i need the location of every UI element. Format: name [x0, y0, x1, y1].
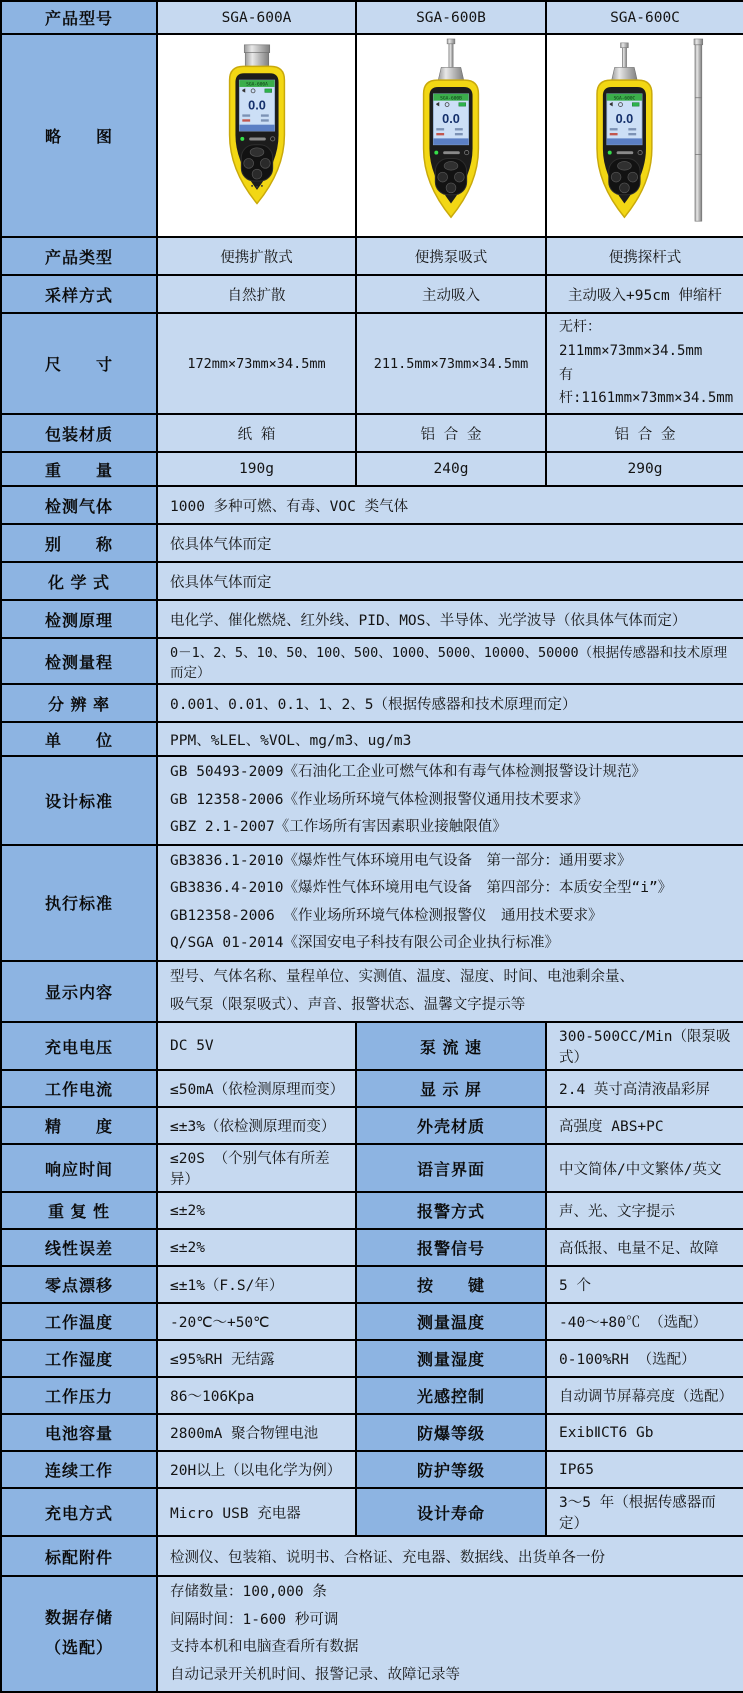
brand-mark [443, 151, 460, 154]
telescopic-rod [694, 39, 703, 221]
label-working-humidity: 工作湿度 [1, 1340, 157, 1377]
sampling-a: 自然扩散 [157, 275, 356, 313]
label-unit: 单 位 [1, 722, 157, 756]
measure-temperature-value: -40～+80℃ （选配） [546, 1303, 743, 1340]
label-execution-standard: 执行标准 [1, 845, 157, 961]
data-storage-label-line2: （选配） [44, 1640, 113, 1658]
left-button [438, 172, 448, 182]
label-detected-gas: 检测气体 [1, 486, 157, 524]
row-chemical-formula [1, 562, 743, 600]
device-b-illustration [381, 37, 521, 229]
language-ui-value: 中文简体/中文繁体/英文 [546, 1144, 743, 1192]
label-zero-drift: 零点漂移 [1, 1266, 157, 1303]
data-storage-label-line1: 数据存储 [44, 1609, 113, 1627]
alias-value: 依具体气体而定 [157, 524, 743, 562]
device-c-illustration [561, 37, 729, 229]
battery-icon [459, 103, 466, 107]
device-image-c [546, 34, 743, 237]
model-name-b: SGA-600B [356, 1, 546, 34]
device-a-illustration [187, 37, 327, 229]
button-pad [609, 158, 640, 194]
continuous-work-value: 20H以上（以电化学为例） [157, 1451, 356, 1488]
sketch-row [1, 34, 743, 237]
execution-standard-line2: GB3836.4-2010《爆炸性气体环境用电气设备 第四部分：本质安全型“i”》 [170, 880, 673, 897]
row-execution-standard [1, 845, 743, 961]
accuracy-value: ≤±3%（依检测原理而变） [157, 1107, 356, 1144]
label-detection-range: 检测量程 [1, 638, 157, 684]
dimensions-c [546, 313, 743, 414]
protection-grade-value: IP65 [546, 1451, 743, 1488]
label-detection-principle: 检测原理 [1, 600, 157, 638]
alarm-signal-value: 高低报、电量不足、故障 [546, 1229, 743, 1266]
sampling-b: 主动吸入 [356, 275, 546, 313]
device-image-a [157, 34, 356, 237]
label-working-temperature: 工作温度 [1, 1303, 157, 1340]
label-alias: 别 称 [1, 524, 157, 562]
header-row [1, 1, 743, 34]
label-design-life: 设计寿命 [356, 1488, 546, 1536]
label-linearity-error: 线性误差 [1, 1229, 157, 1266]
label-sketch: 略 图 [1, 34, 157, 237]
screen-model-text: SGA-600C [613, 96, 636, 102]
label-display-screen: 显 示 屏 [356, 1070, 546, 1107]
row-data-storage [1, 1576, 743, 1692]
left-button [243, 158, 253, 168]
label-keys: 按 键 [356, 1266, 546, 1303]
charge-method-value: Micro USB 充电器 [157, 1488, 356, 1536]
product-type-b: 便携泵吸式 [356, 237, 546, 275]
label-alarm-signal: 报警信号 [356, 1229, 546, 1266]
detection-principle-value: 电化学、催化燃烧、红外线、PID、MOS、半导体、光学波导（依具体气体而定） [157, 600, 743, 638]
menu-button [250, 148, 264, 157]
model-name-c: SGA-600C [546, 1, 743, 34]
row-dimensions [1, 313, 743, 414]
label-design-standard: 设计标准 [1, 756, 157, 845]
execution-standard-line3: GB12358-2006 《作业场所环境气体检测报警仪 通用技术要求》 [170, 907, 603, 924]
response-time-value: ≤20S （个别气体有所差异） [157, 1144, 356, 1192]
screen-model-text: SGA-600B [440, 96, 462, 102]
label-chemical-formula: 化 学 式 [1, 562, 157, 600]
led-indicator [434, 151, 438, 155]
label-measure-temperature: 测量温度 [356, 1303, 546, 1340]
probe-collar [612, 67, 637, 80]
label-dimensions: 尺 寸 [1, 313, 157, 414]
header-label-product-model: 产品型号 [1, 1, 157, 34]
design-standard-line2: GB 12358-2006《作业场所环境气体检测报警仪通用技术要求》 [170, 791, 588, 808]
pump-probe [438, 39, 463, 80]
spec-row-charge-method-design-life [1, 1488, 743, 1536]
battery-capacity-value: 2800mA 聚合物锂电池 [157, 1414, 356, 1451]
accessories-value: 检测仪、包装箱、说明书、合格证、充电器、数据线、出货单各一份 [157, 1536, 743, 1576]
row-resolution [1, 684, 743, 722]
row-detected-gas [1, 486, 743, 524]
measure-humidity-value: 0-100%RH （选配） [546, 1340, 743, 1377]
data-storage-line4: 自动记录开关机时间、报警记录、故障记录等 [170, 1666, 460, 1683]
pump-probe [612, 43, 637, 80]
screen-model-text: SGA-600A [245, 82, 268, 88]
right-button [260, 158, 270, 168]
linearity-error-value: ≤±2% [157, 1229, 356, 1266]
screen-bottom-bar [239, 125, 274, 131]
label-accessories: 标配附件 [1, 1536, 157, 1576]
light-control-value: 自动调节屏幕亮度（选配） [546, 1377, 743, 1414]
dimensions-a: 172mm×73mm×34.5mm [157, 313, 356, 414]
spec-row-accuracy-shell [1, 1107, 743, 1144]
display-screen-value: 2.4 英寸高清液晶彩屏 [546, 1070, 743, 1107]
execution-standard-line4: Q/SGA 01-2014《深国安电子科技有限公司企业执行标准》 [170, 935, 559, 952]
label-protection-grade: 防护等级 [356, 1451, 546, 1488]
data-storage-line1: 存储数量：100,000 条 [170, 1584, 327, 1601]
display-content-line1: 型号、气体名称、量程单位、实测值、温度、湿度、时间、电池剩余量、 [170, 969, 634, 986]
button-pad [241, 145, 272, 181]
label-weight: 重 量 [1, 452, 157, 486]
label-charge-method: 充电方式 [1, 1488, 157, 1536]
spec-row-linearity-alarm-signal [1, 1229, 743, 1266]
packing-b: 铝 合 金 [356, 414, 546, 452]
brand-mark [617, 151, 634, 154]
chemical-formula-value: 依具体气体而定 [157, 562, 743, 600]
label-continuous-work: 连续工作 [1, 1451, 157, 1488]
repeatability-value: ≤±2% [157, 1192, 356, 1229]
display-content-value [157, 961, 743, 1022]
label-repeatability: 重 复 性 [1, 1192, 157, 1229]
device-b-body-group [424, 80, 479, 217]
spec-row-battery-explosion-proof [1, 1414, 743, 1451]
label-alarm-mode: 报警方式 [356, 1192, 546, 1229]
detection-range-value: 0－1、2、5、10、50、100、500、1000、5000、10000、50000（根据传感器和技术原理而定） [157, 638, 743, 684]
row-display-content [1, 961, 743, 1022]
enter-button [252, 169, 262, 179]
led-indicator [240, 137, 244, 141]
label-product-type: 产品类型 [1, 237, 157, 275]
alarm-mode-value: 声、光、文字提示 [546, 1192, 743, 1229]
row-alias [1, 524, 743, 562]
data-storage-line3: 支持本机和电脑查看所有数据 [170, 1639, 359, 1656]
dimensions-c-line1: 无杆：211mm×73mm×34.5mm [559, 319, 703, 359]
dimensions-b: 211.5mm×73mm×34.5mm [356, 313, 546, 414]
data-storage-line2: 间隔时间：1-600 秒可调 [170, 1611, 339, 1628]
battery-icon [264, 89, 271, 93]
spec-row-pressure-light-control [1, 1377, 743, 1414]
row-accessories [1, 1536, 743, 1576]
label-display-content: 显示内容 [1, 961, 157, 1022]
screen-reading: 0.0 [615, 111, 634, 127]
spec-row-working-humidity-measure-humidity [1, 1340, 743, 1377]
menu-button [618, 162, 632, 171]
screen-bottom-bar [607, 138, 642, 144]
working-humidity-value: ≤95%RH 无结露 [157, 1340, 356, 1377]
device-c-group [597, 43, 652, 217]
label-sampling-method: 采样方式 [1, 275, 157, 313]
spec-row-working-current-display [1, 1070, 743, 1107]
shell-material-value: 高强度 ABS+PC [546, 1107, 743, 1144]
design-standard-value [157, 756, 743, 845]
working-temperature-value: -20℃～+50℃ [157, 1303, 356, 1340]
display-content-line2: 吸气泵（限泵吸式）、声音、报警状态、温馨文字提示等 [170, 996, 526, 1013]
enter-button [620, 183, 630, 193]
label-working-pressure: 工作压力 [1, 1377, 157, 1414]
product-type-a: 便携扩散式 [157, 237, 356, 275]
spec-row-working-temp-measure-temp [1, 1303, 743, 1340]
zero-drift-value: ≤±1%（F.S/年） [157, 1266, 356, 1303]
led-indicator [608, 151, 612, 155]
charge-voltage-value: DC 5V [157, 1022, 356, 1070]
weight-b: 240g [356, 452, 546, 486]
product-type-c: 便携探杆式 [546, 237, 743, 275]
label-response-time: 响应时间 [1, 1144, 157, 1192]
label-language-ui: 语言界面 [356, 1144, 546, 1192]
row-packing-material [1, 414, 743, 452]
label-data-storage [1, 1576, 157, 1692]
spec-row-continuous-work-protection [1, 1451, 743, 1488]
row-sampling-method [1, 275, 743, 313]
device-c-body-group [597, 80, 652, 217]
row-detection-range [1, 638, 743, 684]
probe-collar [438, 67, 463, 80]
working-pressure-value: 86～106Kpa [157, 1377, 356, 1414]
menu-button [444, 162, 458, 171]
label-packing-material: 包装材质 [1, 414, 157, 452]
brand-mark [249, 138, 266, 141]
design-standard-line1: GB 50493-2009《石油化工企业可燃气体和有毒气体检测报警设计规范》 [170, 764, 646, 781]
dimensions-c-line2: 有杆:1161mm×73mm×34.5mm [559, 366, 734, 407]
screen-bottom-bar [433, 138, 468, 144]
spec-row-response-language [1, 1144, 743, 1192]
device-image-b [356, 34, 546, 237]
design-standard-line3: GBZ 2.1-2007《工作场所有害因素职业接触限值》 [170, 819, 507, 836]
data-storage-value [157, 1576, 743, 1692]
unit-value: PPM、%LEL、%VOL、mg/m3、ug/m3 [157, 722, 743, 756]
screen-reading: 0.0 [442, 111, 460, 127]
spec-row-zero-drift-keys [1, 1266, 743, 1303]
detected-gas-value: 1000 多种可燃、有毒、VOC 类气体 [157, 486, 743, 524]
resolution-value: 0.001、0.01、0.1、1、2、5（根据传感器和技术原理而定） [157, 684, 743, 722]
label-charge-voltage: 充电电压 [1, 1022, 157, 1070]
right-button [454, 172, 464, 182]
weight-a: 190g [157, 452, 356, 486]
label-explosion-proof-grade: 防爆等级 [356, 1414, 546, 1451]
label-working-current: 工作电流 [1, 1070, 157, 1107]
weight-c: 290g [546, 452, 743, 486]
button-pad [435, 158, 466, 194]
execution-standard-value [157, 845, 743, 961]
label-battery-capacity: 电池容量 [1, 1414, 157, 1451]
label-pump-flow: 泵 流 速 [356, 1022, 546, 1070]
row-product-type [1, 237, 743, 275]
label-light-control: 光感控制 [356, 1377, 546, 1414]
row-design-standard [1, 756, 743, 845]
row-detection-principle [1, 600, 743, 638]
label-resolution: 分 辨 率 [1, 684, 157, 722]
screen-reading: 0.0 [247, 97, 266, 113]
packing-a: 纸 箱 [157, 414, 356, 452]
execution-standard-line1: GB3836.1-2010《爆炸性气体环境用电气设备 第一部分：通用要求》 [170, 852, 632, 869]
sampling-c: 主动吸入+95cm 伸缩杆 [546, 275, 743, 313]
label-shell-material: 外壳材质 [356, 1107, 546, 1144]
right-button [628, 172, 638, 182]
device-screen [239, 80, 274, 131]
model-name-a: SGA-600A [157, 1, 356, 34]
battery-icon [632, 103, 639, 107]
row-weight [1, 452, 743, 486]
design-life-value: 3～5 年（根据传感器而定） [546, 1488, 743, 1536]
row-unit [1, 722, 743, 756]
spec-row-charge-voltage-pump-flow [1, 1022, 743, 1070]
left-button [611, 172, 621, 182]
packing-c: 铝 合 金 [546, 414, 743, 452]
pump-flow-value: 300-500CC/Min（限泵吸式） [546, 1022, 743, 1070]
keys-value: 5 个 [546, 1266, 743, 1303]
working-current-value: ≤50mA（依检测原理而变） [157, 1070, 356, 1107]
label-accuracy: 精 度 [1, 1107, 157, 1144]
spec-row-repeatability-alarm-mode [1, 1192, 743, 1229]
explosion-proof-grade-value: ExibⅡCT6 Gb [546, 1414, 743, 1451]
enter-button [446, 183, 456, 193]
label-measure-humidity: 测量湿度 [356, 1340, 546, 1377]
